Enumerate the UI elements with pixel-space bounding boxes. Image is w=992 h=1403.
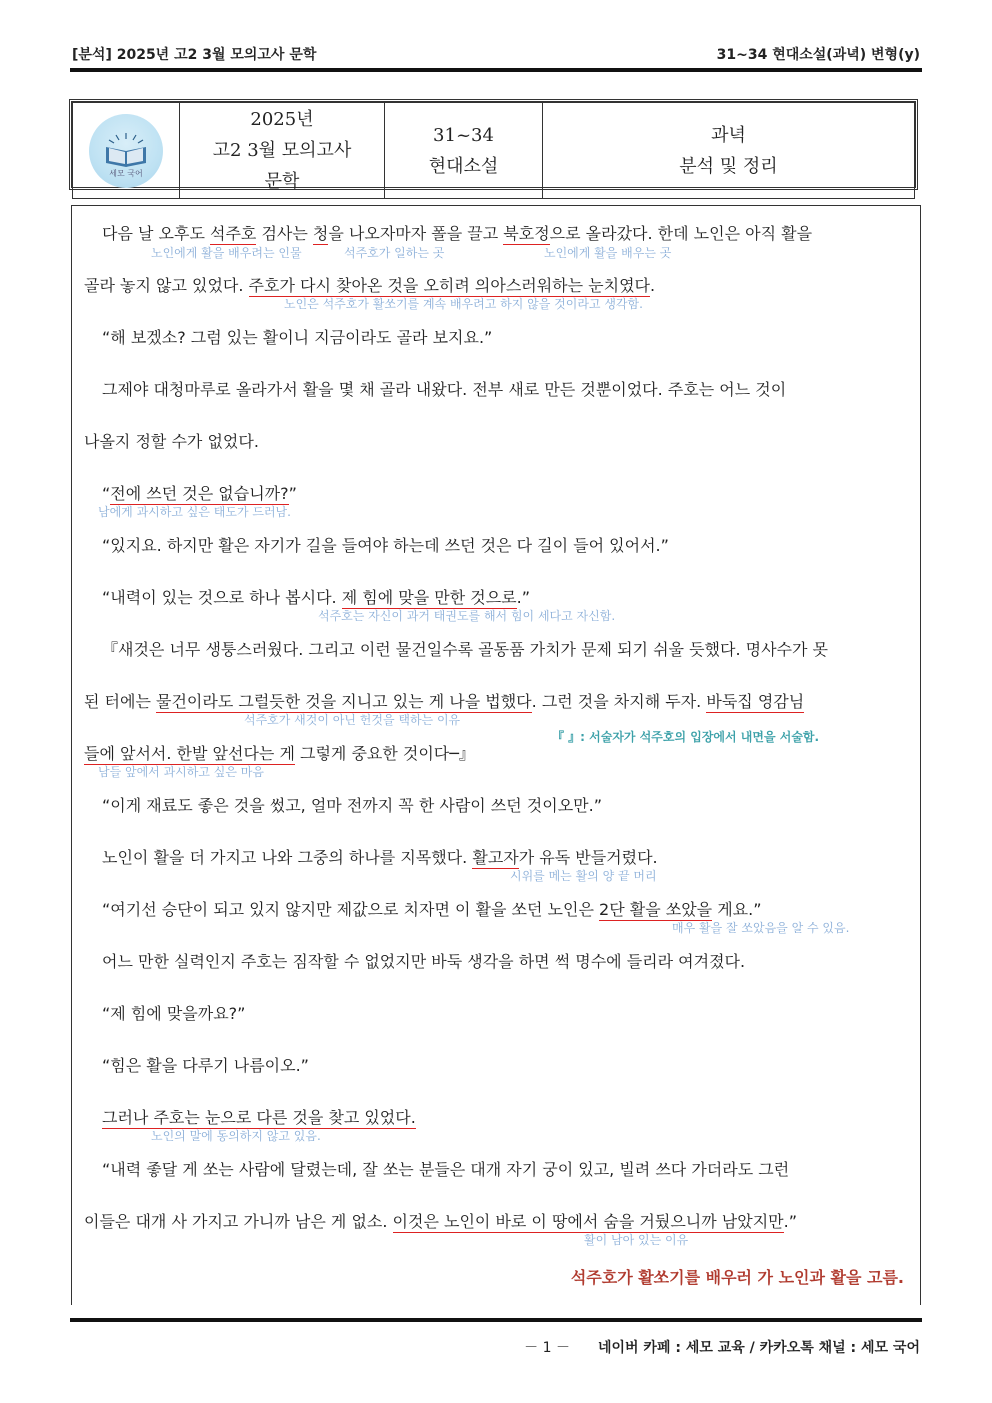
text: . [650, 276, 656, 295]
passage-line [102, 224, 812, 244]
annotation: 노인은 석주호가 활쏘기를 계속 배우려고 하지 않을 것이라고 생각함. [284, 297, 643, 311]
passage-line: “있지요. 하지만 활은 자기가 길을 들여야 하는데 쓰던 것은 다 길이 들어 있어서.” [102, 536, 669, 555]
underlined-text: 북호정 [503, 224, 550, 243]
text: . 그런 것을 차지해 두자. [531, 692, 707, 711]
annotation: 석주호가 새것이 아닌 헌것을 택하는 이유 [244, 713, 461, 727]
narration-note: 『 』: 서술자가 석주호의 입장에서 내면을 서술함. [552, 730, 820, 744]
logo-cell [73, 103, 180, 199]
text: 을 나오자마자 폴을 끌고 [328, 224, 504, 243]
underlined-text: 청 [312, 224, 329, 243]
text: 노인이 활을 더 가지고 나와 그중의 하나를 지목했다. [102, 848, 473, 867]
passage-line [102, 848, 658, 868]
underlined-text: 활고자 [472, 848, 519, 867]
header-rule [70, 68, 922, 72]
passage-line [102, 900, 761, 920]
annotation: 석주호는 자신이 과거 태권도를 해서 힘이 세다고 자신함. [318, 609, 616, 623]
text: .” [516, 588, 531, 607]
passage-line [84, 692, 804, 712]
text: .” [783, 1212, 797, 1231]
footer [524, 1337, 920, 1357]
page-number: － 1 － [524, 1340, 570, 1356]
annotation: 남에게 과시하고 싶은 태도가 드러남. [98, 505, 291, 519]
logo-caption: 세모 국어 [109, 168, 143, 178]
exam-info-cell [180, 103, 385, 199]
text: “ [102, 484, 111, 503]
underlined-text: 들에 앞서서. 한발 앞선다는 게 [84, 744, 295, 763]
text: ” [288, 484, 297, 503]
passage-box [71, 205, 921, 1305]
open-book-icon [101, 131, 151, 171]
passage-line: “내력 좋달 게 쏘는 사람에 달렸는데, 잘 쏘는 분들은 대개 자기 궁이 있고, 빌려 쓰다 가더라도 그런 [102, 1160, 790, 1179]
passage-line: 『새것은 너무 생퉁스러웠다. 그리고 이런 물건일수록 골동품 가치가 문제 되기 쉬울 듯했다. 명사수가 못 [102, 640, 828, 659]
title-box [69, 99, 918, 190]
work-title-cell [543, 103, 915, 199]
text: “여기선 승단이 되고 있지 않지만 제값으로 치자면 이 활을 쏘던 노인은 [102, 900, 600, 919]
underlined-text: 2단 활을 쏘았을 [599, 900, 713, 919]
footer-rule [70, 1318, 922, 1322]
summary-note: 석주호가 활쏘기를 배우러 가 노인과 활을 고름. [570, 1268, 904, 1287]
annotation: 노인에게 활을 배우는 곳 [544, 246, 672, 260]
passage-line: “이게 재료도 좋은 것을 썼고, 얼마 전까지 꼭 한 사람이 쓰던 것이오만.” [102, 796, 603, 815]
text: “내력이 있는 것으로 하나 봅시다. [102, 588, 342, 607]
passage-line: 나올지 정할 수가 없었다. [84, 432, 259, 451]
annotation: 시위를 메는 활의 양 끝 머리 [510, 869, 657, 883]
text: 게요.” [712, 900, 762, 919]
annotation: 석주호가 일하는 곳 [344, 246, 445, 260]
underlined-text: 그러나 주호는 눈으로 다른 것을 찾고 있었다. [102, 1108, 416, 1127]
exam-subject: 문학 [264, 171, 300, 192]
passage-line: 어느 만한 실력인지 주호는 짐작할 수 없었지만 바둑 생각을 하면 썩 명수에 들리라 여겨졌다. [102, 952, 746, 971]
text: 가 유독 반들거렸다. [518, 848, 658, 867]
passage-line [84, 744, 475, 764]
book-logo-icon [89, 114, 163, 188]
text: 된 터에는 [84, 692, 156, 711]
underlined-text: 바둑집 영감님 [706, 692, 805, 711]
passage-line [84, 1212, 797, 1232]
annotation: 매우 활을 잘 쏘았음을 알 수 있음. [672, 921, 850, 935]
header-subtitle: 31~34 현대소설(과녁) 변형(y) [716, 47, 920, 63]
exam-name: 고2 3월 모의고사 [212, 140, 352, 161]
passage-line: “제 힘에 맞을까요?” [102, 1004, 246, 1023]
passage-line: 그제야 대청마루로 올라가서 활을 몇 채 골라 내왔다. 전부 새로 만든 것뿐이었다. 주호는 어느 것이 [102, 380, 787, 399]
text: 그렇게 중요한 것이다─』 [294, 744, 475, 763]
underlined-text: 물건이라도 그럴듯한 것을 지니고 있는 게 나을 법했다 [156, 692, 532, 711]
question-genre: 현대소설 [428, 155, 499, 177]
header-title: [분석] 2025년 고2 3월 모의고사 문학 [72, 47, 317, 63]
underlined-text: 전에 쓰던 것은 없습니까? [110, 484, 289, 503]
text: 으로 올라갔다. 한데 노인은 아직 활을 [549, 224, 813, 243]
annotation: 노인에게 활을 배우려는 인물 [151, 246, 302, 260]
underlined-text: 주호가 다시 찾아온 것을 오히려 의아스러워하는 눈치였다 [248, 276, 651, 295]
question-range: 31~34 [433, 124, 494, 146]
passage-line [102, 484, 297, 504]
text: 다음 날 오후도 [102, 224, 210, 243]
text: 검사는 [256, 224, 313, 243]
passage-line [102, 1108, 416, 1128]
work-title: 과녁 [711, 124, 746, 146]
annotation: 노인의 말에 동의하지 않고 있음. [151, 1129, 321, 1143]
underlined-text: 제 힘에 맞을 만한 것으로 [341, 588, 517, 607]
passage-line: “힘은 활을 다루기 나름이오.” [102, 1056, 309, 1075]
exam-year: 2025년 [250, 109, 314, 130]
passage-line [102, 588, 530, 608]
passage-line [84, 276, 655, 296]
underlined-text: 이것은 노인이 바로 이 땅에서 숨을 거뒀으니까 남았지만 [392, 1212, 784, 1231]
annotation: 남들 앞에서 과시하고 싶은 마음 [98, 765, 264, 779]
channel-info: 네이버 카페 : 세모 교육 / 카카오톡 채널 : 세모 국어 [597, 1340, 920, 1356]
underlined-text: 석주호 [210, 224, 257, 243]
text: 골라 놓지 않고 있었다. [84, 276, 249, 295]
work-desc: 분석 및 정리 [679, 155, 778, 177]
annotation: 활이 남아 있는 이유 [584, 1233, 689, 1247]
question-range-cell [385, 103, 543, 199]
text: 이들은 대개 사 가지고 가니까 남은 게 없소. [84, 1212, 393, 1231]
passage-line: “해 보겠소? 그럼 있는 활이니 지금이라도 골라 보지요.” [102, 328, 493, 347]
